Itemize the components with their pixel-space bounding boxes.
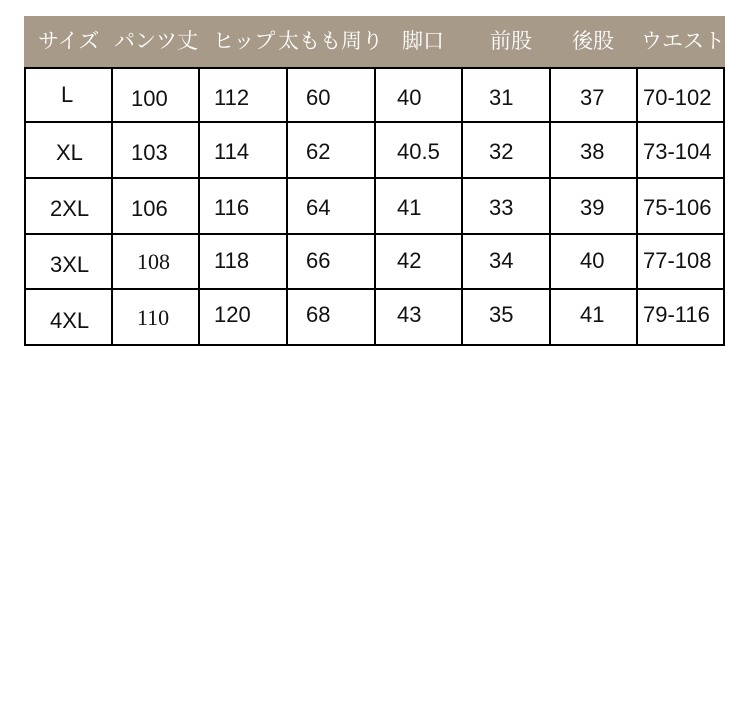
cell-hem: 43 (397, 302, 422, 327)
cell-pants-length: 108 (137, 249, 170, 274)
cell-waist: 75-106 (643, 195, 712, 220)
cell-hip: 112 (214, 85, 250, 110)
header-hip: ヒップ (213, 30, 276, 53)
cell-size: 4XL (50, 308, 90, 333)
header-front-rise: 前股 (490, 30, 532, 53)
size-chart-table (24, 16, 725, 346)
cell-thigh: 60 (306, 85, 331, 110)
cell-hip: 118 (214, 248, 250, 273)
column-divider (374, 67, 376, 346)
cell-hem: 40 (397, 85, 422, 110)
row-divider (24, 121, 725, 123)
cell-hem: 40.5 (397, 139, 440, 164)
header-back-rise: 後股 (572, 30, 614, 53)
header-waist: ウエスト (641, 30, 725, 53)
cell-thigh: 62 (306, 139, 331, 164)
cell-waist: 79-116 (643, 302, 710, 327)
cell-size: L (61, 82, 74, 107)
header-thigh: 太もも周り (278, 30, 383, 53)
cell-waist: 73-104 (643, 139, 712, 164)
header-hem: 脚口 (402, 30, 444, 53)
cell-hip: 114 (214, 139, 250, 164)
cell-waist: 70-102 (643, 85, 712, 110)
cell-hip: 120 (214, 302, 251, 327)
cell-thigh: 64 (306, 195, 331, 220)
cell-size: 2XL (50, 196, 90, 221)
cell-back-rise: 41 (580, 302, 605, 327)
cell-size: 3XL (50, 252, 90, 277)
table-header-row (24, 16, 725, 67)
cell-back-rise: 39 (580, 195, 605, 220)
row-divider (24, 233, 725, 235)
cell-front-rise: 34 (489, 248, 514, 273)
cell-hip: 116 (214, 195, 250, 220)
cell-front-rise: 32 (489, 139, 514, 164)
column-divider (549, 67, 551, 346)
row-divider (24, 288, 725, 290)
cell-size: XL (56, 140, 83, 165)
cell-front-rise: 35 (489, 302, 514, 327)
cell-pants-length: 110 (137, 305, 170, 330)
column-divider (198, 67, 200, 346)
cell-pants-length: 106 (131, 196, 168, 221)
cell-back-rise: 38 (580, 139, 605, 164)
row-divider (24, 177, 725, 179)
cell-front-rise: 33 (489, 195, 514, 220)
header-size: サイズ (38, 30, 100, 53)
cell-hem: 41 (397, 195, 422, 220)
cell-pants-length: 103 (131, 140, 168, 165)
cell-thigh: 68 (306, 302, 331, 327)
cell-front-rise: 31 (489, 85, 514, 110)
cell-waist: 77-108 (643, 248, 712, 273)
column-divider (286, 67, 288, 346)
cell-thigh: 66 (306, 248, 331, 273)
column-divider (461, 67, 463, 346)
header-pants-length: パンツ丈 (114, 30, 198, 53)
column-divider (111, 67, 113, 346)
cell-back-rise: 40 (580, 248, 605, 273)
cell-pants-length: 100 (131, 86, 168, 111)
cell-hem: 42 (397, 248, 422, 273)
column-divider (636, 67, 638, 346)
cell-back-rise: 37 (580, 85, 605, 110)
